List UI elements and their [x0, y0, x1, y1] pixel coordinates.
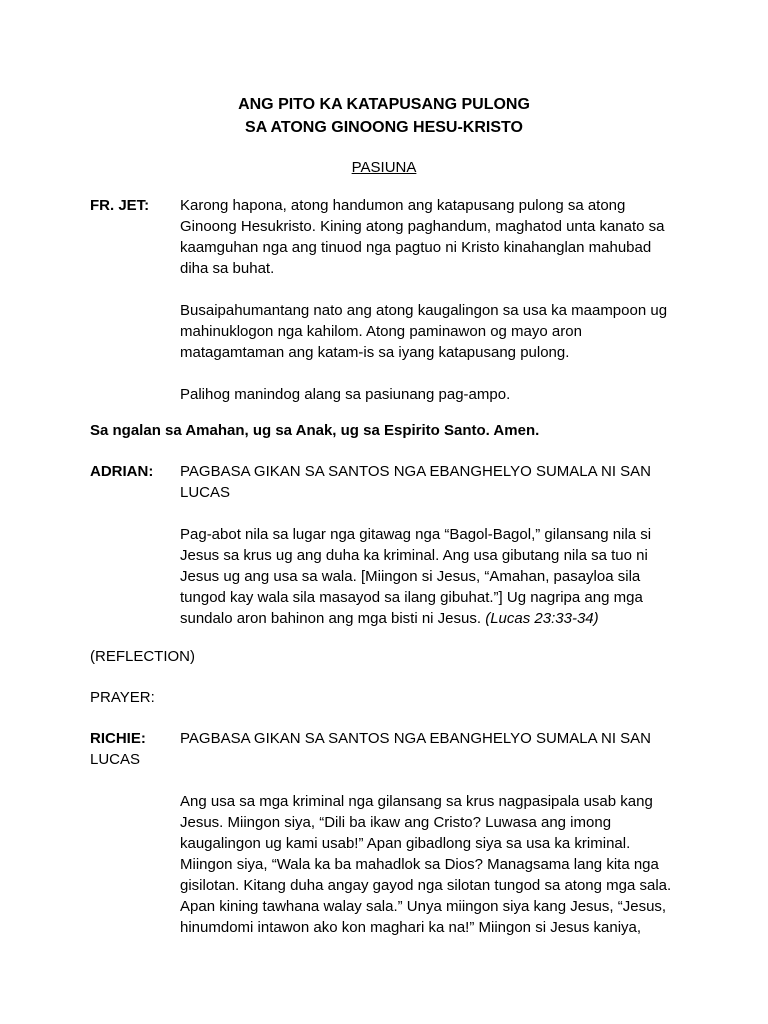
richie-section	[90, 728, 690, 959]
reading-text: Ang usa sa mga kriminal nga gilansang sa krus nagpasipala usab kang Jesus. Miingon siya, “Dili ba ikaw ang Cristo? Luwasa ang imong kaugalingon ug kami usab!” Apan gibadlong siya sa usa ka kriminal. Miingon siya, “Wala ka ba mahadlok sa Dios? Managsama lang kita nga gisilotan. Kitang duha angay gayod nga silotan tungod sa atong mga sala. Apan kining tawhana walay sala.” Unya miingon siya kang Jesus, “Jesus, hinumdomi intawon ako kon maghari ka na!” Miingon si Jesus kaniya,	[180, 793, 672, 936]
speaker-label: RICHIE:	[90, 730, 146, 747]
paragraph: Karong hapona, atong handumon ang katapusang pulong sa atong Ginoong Hesukristo. Kining atong paghandum, maghatod unta kanato sa kaamguhan nga ang tinuod nga pagtuo ni Kristo kinahanglan mahubad diha sa buhat.	[180, 197, 665, 277]
adrian-section	[90, 461, 690, 650]
title-block	[0, 93, 768, 139]
richie-heading-row	[90, 728, 690, 749]
reading-heading-continuation: LUCAS	[90, 751, 141, 768]
speaker-content	[180, 195, 680, 426]
reading-body: Pag-abot nila sa lugar nga gitawag nga “Bagol-Bagol,” gilansang nila si Jesus sa krus ug ang duha ka kriminal. Ang usa gibutang nila sa tuo ni Jesus ug ang usa sa wala. [Miingon si Jesus, “Amahan, pasayloa sila tungod kay wala sila masayod sa ilang gibuhat.”] Ug nagripa ang mga sundalo aron bahinon ang mga bisti ni Jesus.	[180, 526, 652, 627]
reading-text	[180, 524, 680, 629]
invocation: Sa ngalan sa Amahan, ug sa Anak, ug sa Espirito Santo. Amen.	[90, 422, 540, 439]
citation: (Lucas 23:33-34)	[485, 610, 599, 627]
speaker-content	[180, 461, 680, 650]
speaker-label: FR. JET:	[90, 197, 150, 214]
paragraph: Palihog manindog alang sa pasiunang pag-ampo.	[180, 386, 511, 403]
reading-heading: PAGBASA GIKAN SA SANTOS NGA EBANGHELYO SUMALA NI SAN LUCAS	[180, 463, 651, 501]
paragraph: Busaipahumantang nato ang atong kaugalingon sa usa ka maampoon ug mahinuklogon nga kahilom. Atong paminawon og mayo aron matagamtaman ang katam-is sa iyang katapusang pulong.	[180, 302, 668, 361]
reading-heading: PAGBASA GIKAN SA SANTOS NGA EBANGHELYO SUMALA NI SAN	[180, 730, 651, 747]
section-subtitle: PASIUNA	[351, 159, 417, 176]
title-line-2: SA ATONG GINOONG HESU-KRISTO	[245, 119, 523, 136]
prayer-label: PRAYER:	[90, 689, 155, 706]
title-line-1: ANG PITO KA KATAPUSANG PULONG	[238, 96, 530, 113]
fr-jet-section	[90, 195, 690, 426]
speaker-label: ADRIAN:	[90, 463, 154, 480]
reflection-note: (REFLECTION)	[90, 648, 195, 665]
